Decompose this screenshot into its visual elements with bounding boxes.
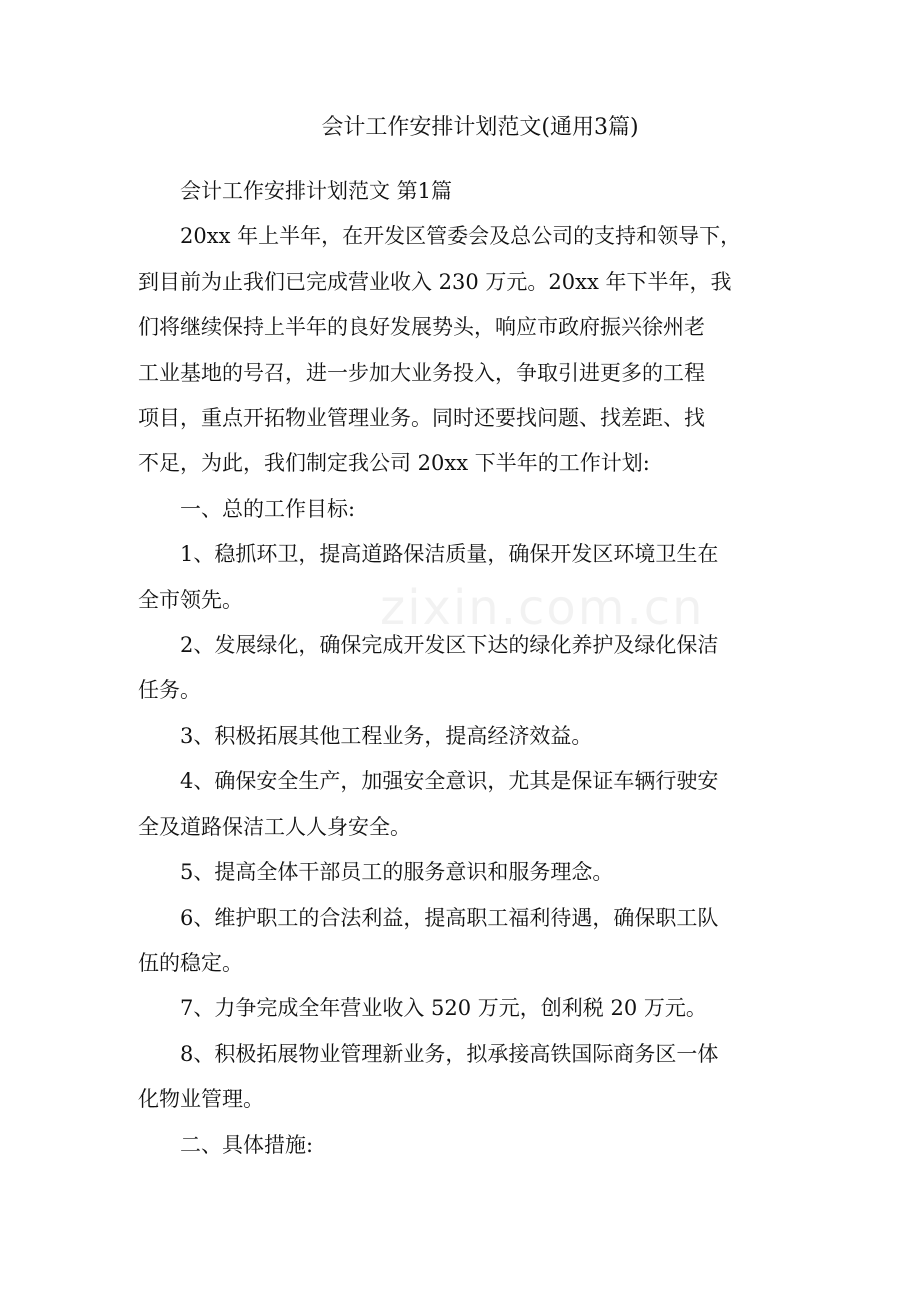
body-line: 全及道路保洁工人人身安全。 [138,814,411,839]
watermark: zixin.com.cn [380,580,705,636]
body-line: 不足，为此，我们制定我公司 20xx 下半年的工作计划: [138,451,650,476]
body-line: 8、积极拓展物业管理新业务，拟承接高铁国际商务区一体 [180,1041,719,1066]
body-line: 7、力争完成全年营业收入 520 万元，创利税 20 万元。 [180,996,707,1021]
body-line: 项目，重点开拓物业管理业务。同时还要找问题、找差距、找 [138,406,705,431]
body-line: 伍的稳定。 [138,950,243,975]
body-line: 到目前为止我们已完成营业收入 230 万元。20xx 年下半年，我 [138,269,732,294]
document-body [138,169,788,1168]
body-line: 工业基地的号召，进一步加大业务投入，争取引进更多的工程 [138,360,705,385]
body-line: 二、具体措施: [180,1132,314,1157]
body-line: 任务。 [138,678,201,703]
body-line: 全市领先。 [138,587,243,612]
body-line: 5、提高全体干部员工的服务意识和服务理念。 [180,860,614,885]
body-line: 会计工作安排计划范文 第1篇 [180,179,453,203]
body-line: 2、发展绿化，确保完成开发区下达的绿化养护及绿化保洁 [180,633,719,658]
body-line: 化物业管理。 [138,1087,264,1112]
body-line: 4、确保安全生产，加强安全意识，尤其是保证车辆行驶安 [180,769,719,794]
body-line: 6、维护职工的合法利益，提高职工福利待遇，确保职工队 [180,905,719,930]
body-line: 一、总的工作目标: [180,496,356,521]
body-line: 3、积极拓展其他工程业务，提高经济效益。 [180,723,593,748]
body-line: 们将继续保持上半年的良好发展势头，响应市政府振兴徐州老 [138,315,705,340]
document-title: 会计工作安排计划范文(通用3篇) [321,115,639,140]
body-line: 1、稳抓环卫，提高道路保洁质量，确保开发区环境卫生在 [180,542,719,567]
body-line: 20xx 年上半年，在开发区管委会及总公司的支持和领导下， [180,224,742,249]
